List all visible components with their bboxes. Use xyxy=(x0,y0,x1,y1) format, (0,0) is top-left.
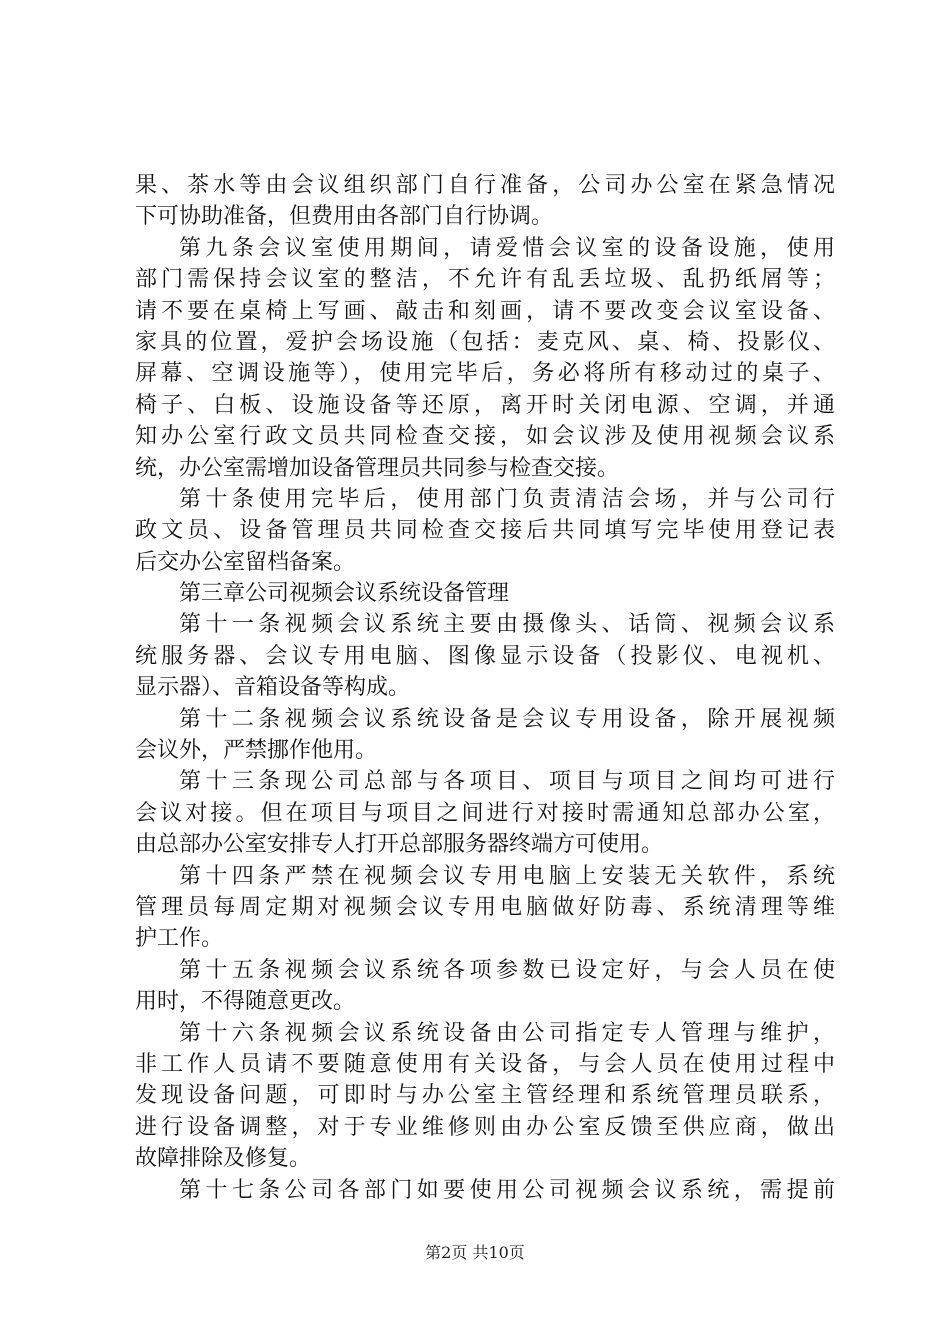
page-footer: 第2页 共10页 xyxy=(425,1243,525,1262)
text-line: 第九条会议室使用期间，请爱惜会议室的设备设施，使用 xyxy=(179,235,835,261)
text-line: 由总部办公室安排专人打开总部服务器终端方可使用。 xyxy=(135,832,664,858)
text-line: 后交办公室留档备案。 xyxy=(135,549,356,575)
text-line: 椅子、白板、设施设备等还原，离开时关闭电源、空调，并通 xyxy=(135,392,835,418)
text-line: 会议外，严禁挪作他用。 xyxy=(135,738,378,764)
text-line: 进行设备调整，对于专业维修则由办公室反馈至供应商，做出 xyxy=(135,1114,835,1140)
text-line: 第十四条严禁在视频会议专用电脑上安装无关软件，系统 xyxy=(179,863,835,889)
text-line: 家具的位置，爱护会场设施（包括：麦克风、桌、椅、投影仪、 xyxy=(135,329,835,355)
text-line: 下可协助准备，但费用由各部门自行协调。 xyxy=(135,204,554,230)
text-line: 部门需保持会议室的整洁，不允许有乱丢垃圾、乱扔纸屑等； xyxy=(135,267,835,293)
document-body xyxy=(135,170,835,1206)
text-line: 故障排除及修复。 xyxy=(135,1146,312,1172)
text-line: 第十六条视频会议系统设备由公司指定专人管理与维护， xyxy=(179,1020,835,1046)
text-line: 屏幕、空调设施等），使用完毕后，务必将所有移动过的桌子、 xyxy=(135,361,835,387)
text-line: 果、茶水等由会议组织部门自行准备，公司办公室在紧急情况 xyxy=(135,173,835,198)
text-line: 统，办公室需增加设备管理员共同参与检查交接。 xyxy=(135,455,620,481)
text-line: 发现设备问题，可即时与办公室主管经理和系统管理员联系， xyxy=(135,1083,835,1109)
text-line: 第十条使用完毕后，使用部门负责清洁会场，并与公司行 xyxy=(179,486,835,512)
text-line: 第十二条视频会议系统设备是会议专用设备，除开展视频 xyxy=(179,706,835,732)
text-line: 统服务器、会议专用电脑、图像显示设备（投影仪、电视机、 xyxy=(135,643,835,669)
text-line: 非工作人员请不要随意使用有关设备，与会人员在使用过程中 xyxy=(135,1051,835,1077)
text-line: 管理员每周定期对视频会议专用电脑做好防毒、系统清理等维 xyxy=(135,894,835,920)
text-line: 请不要在桌椅上写画、敲击和刻画，请不要改变会议室设备、 xyxy=(135,298,835,324)
text-line: 第十一条视频会议系统主要由摄像头、话筒、视频会议系 xyxy=(179,612,835,638)
text-line: 政文员、设备管理员共同检查交接后共同填写完毕使用登记表 xyxy=(135,518,835,544)
text-line: 第十三条现公司总部与各项目、项目与项目之间均可进行 xyxy=(179,769,835,795)
text-line: 第十五条视频会议系统各项参数已设定好，与会人员在使 xyxy=(179,957,835,983)
text-line: 显示器）、音箱设备等构成。 xyxy=(135,675,411,701)
text-line: 护工作。 xyxy=(135,926,224,952)
text-line: 知办公室行政文员共同检查交接，如会议涉及使用视频会议系 xyxy=(135,424,835,450)
text-line: 第十七条公司各部门如要使用公司视频会议系统，需提前 xyxy=(179,1177,835,1203)
text-line: 第三章公司视频会议系统设备管理 xyxy=(179,581,510,607)
text-line: 会议对接。但在项目与项目之间进行对接时需通知总部办公室， xyxy=(135,800,835,826)
text-line: 用时，不得随意更改。 xyxy=(135,989,356,1015)
